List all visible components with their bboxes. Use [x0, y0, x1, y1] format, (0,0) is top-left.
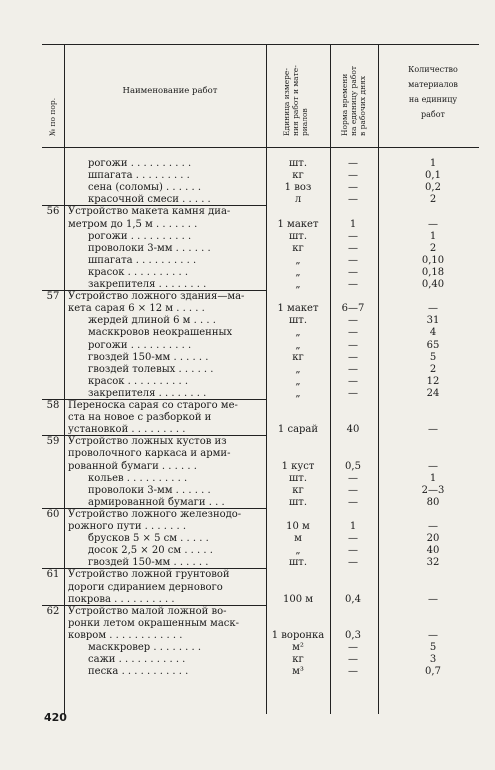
table-top-rule [42, 44, 479, 45]
row-unit: шт. [288, 230, 307, 242]
entry-separator [42, 508, 266, 509]
row-time-norm: 0,4 [345, 593, 361, 605]
table-row [42, 279, 479, 290]
table-row [42, 400, 479, 411]
row-quantity: 20 [426, 533, 440, 545]
table-row [42, 352, 479, 363]
row-work-name: гвоздей толевых . . . . . . [88, 363, 214, 375]
entry-separator [42, 205, 266, 206]
table-row [42, 654, 479, 665]
row-unit: 10 м [286, 521, 310, 532]
table-row [42, 533, 479, 544]
row-unit: „ [295, 266, 301, 278]
row-time-norm: — [348, 375, 358, 387]
row-work-name: масккровов неокрашенных [88, 327, 233, 339]
row-time-norm: — [348, 387, 358, 399]
row-unit: 1 макет [277, 303, 319, 315]
table-row [42, 436, 479, 447]
row-time-norm: — [348, 279, 358, 290]
row-time-norm: 1 [349, 521, 357, 532]
row-time-norm: — [348, 194, 358, 206]
row-quantity: 2 [429, 242, 437, 254]
row-time-norm: — [348, 642, 358, 653]
row-quantity: 0,18 [421, 266, 445, 278]
row-quantity: 3 [429, 654, 437, 666]
row-time-norm: 0,3 [345, 629, 361, 641]
table-row [42, 545, 479, 556]
header-number: № по пор. [48, 97, 57, 136]
row-unit: 1 макет [277, 218, 319, 230]
row-time-norm: — [348, 484, 358, 496]
table-row [42, 315, 479, 326]
table-row [42, 497, 479, 508]
row-unit: шт. [288, 557, 307, 569]
header-unit: Единица измере- ния работ и мате- риалов [282, 65, 309, 136]
entry-separator [42, 568, 266, 569]
table-row [42, 388, 479, 399]
row-work-name: дороги сдиранием дернового [68, 581, 223, 593]
row-work-name: рованной бумаги . . . . . . [68, 460, 197, 472]
row-quantity: 31 [426, 315, 440, 327]
row-time-norm: — [348, 266, 358, 278]
row-work-name: кольев . . . . . . . . . . [88, 472, 188, 484]
row-work-name: гвоздей 150-мм . . . . . . [88, 557, 209, 569]
row-unit: шт. [288, 315, 307, 327]
row-time-norm: — [348, 533, 358, 545]
row-time-norm: — [348, 242, 358, 254]
row-unit: кг [292, 170, 304, 182]
table-row [42, 194, 479, 205]
row-unit: кг [292, 242, 304, 254]
row-quantity: 5 [429, 351, 437, 363]
row-quantity: 0,2 [425, 182, 441, 194]
table-row [42, 412, 479, 423]
row-unit: „ [295, 279, 301, 290]
table-row [42, 327, 479, 338]
row-work-name: Устройство малой ложной во- [68, 605, 227, 617]
table-row [42, 473, 479, 484]
row-work-name: установкой . . . . . . . . . [68, 424, 186, 436]
row-quantity: — [428, 424, 438, 436]
row-time-norm: — [348, 496, 358, 508]
row-time-norm: — [348, 254, 358, 266]
table-row [42, 557, 479, 568]
table-row [42, 630, 479, 641]
row-quantity: — [428, 521, 438, 532]
row-unit: „ [295, 375, 301, 387]
row-work-name: ронки летом окрашенным маск- [68, 617, 240, 629]
row-time-norm: — [348, 182, 358, 194]
table-row [42, 582, 479, 593]
row-work-name: рожного пути . . . . . . . [68, 521, 186, 532]
row-number: 59 [46, 436, 60, 448]
table-row [42, 485, 479, 496]
row-unit: 100 м [282, 593, 314, 605]
row-work-name: гвоздей 150-мм . . . . . . [88, 351, 209, 363]
page-number: 420 [44, 711, 67, 724]
entry-separator [42, 605, 266, 606]
table-row [42, 594, 479, 605]
row-work-name: Устройство макета камня диа- [68, 206, 231, 218]
row-work-name: Устройство ложных кустов из [68, 436, 227, 448]
table-row [42, 158, 479, 169]
row-unit: „ [295, 363, 301, 375]
row-unit: шт. [288, 158, 307, 169]
table-row [42, 255, 479, 266]
table-row [42, 569, 479, 580]
row-quantity: — [428, 460, 438, 472]
header-bottom-rule [42, 147, 479, 148]
table-row [42, 606, 479, 617]
work-norms-table [42, 44, 479, 724]
table-row [42, 206, 479, 217]
row-work-name: рогожи . . . . . . . . . . [88, 230, 192, 242]
row-unit: 1 куст [281, 460, 315, 472]
row-time-norm: — [348, 666, 358, 678]
row-quantity: 65 [426, 339, 440, 351]
row-work-name: покрова . . . . . . . . . . [68, 593, 175, 605]
row-quantity: 5 [429, 642, 437, 653]
row-unit: кг [292, 484, 304, 496]
row-work-name: жердей длиной 6 м . . . . [88, 315, 216, 327]
row-work-name: метром до 1,5 м . . . . . . . [68, 218, 198, 230]
row-time-norm: — [348, 327, 358, 339]
row-unit: л [294, 194, 302, 206]
row-work-name: проволочного каркаса и арми- [68, 448, 231, 460]
row-work-name: досок 2,5 × 20 см . . . . . [88, 545, 213, 557]
row-quantity: 1 [429, 230, 437, 242]
row-number: 60 [46, 508, 60, 520]
row-time-norm: 1 [349, 218, 357, 230]
row-quantity: 40 [426, 545, 440, 557]
row-work-name: красок . . . . . . . . . . [88, 266, 189, 278]
row-work-name: ста на новое с разборкой и [68, 412, 212, 424]
row-quantity: 80 [426, 496, 440, 508]
table-row [42, 461, 479, 472]
row-time-norm: — [348, 170, 358, 182]
row-work-name: масккровер . . . . . . . . [88, 642, 202, 653]
header-work-name: Наименование работ [122, 86, 218, 96]
row-quantity: 0,10 [421, 254, 445, 266]
header-quantity: Количество материалов на единицу работ [408, 65, 458, 119]
row-quantity: — [428, 218, 438, 230]
row-number: 57 [46, 291, 60, 303]
row-work-name: закрепителя . . . . . . . . [88, 387, 207, 399]
row-time-norm: 0,5 [345, 460, 361, 472]
row-quantity: — [428, 303, 438, 315]
row-unit: 1 сарай [277, 424, 319, 436]
row-time-norm: — [348, 557, 358, 569]
row-number: 62 [46, 605, 60, 617]
row-quantity: 2 [429, 194, 437, 206]
table-row [42, 291, 479, 302]
row-unit: 1 воз [284, 182, 312, 194]
row-work-name: проволоки 3-мм . . . . . . [88, 484, 211, 496]
row-unit: м² [292, 642, 304, 653]
row-work-name: Устройство ложного здания—ма- [68, 291, 245, 303]
row-quantity: 1 [429, 158, 437, 169]
table-row [42, 170, 479, 181]
row-unit: м [294, 533, 302, 545]
row-quantity: 2—3 [421, 484, 445, 496]
table-row [42, 231, 479, 242]
row-quantity: 2 [429, 363, 437, 375]
table-row [42, 424, 479, 435]
row-work-name: проволоки 3-мм . . . . . . [88, 242, 211, 254]
row-unit: „ [295, 339, 301, 351]
table-row [42, 303, 479, 314]
row-quantity: 0,40 [421, 279, 445, 290]
row-work-name: кета сарая 6 × 12 м . . . . . [68, 303, 205, 315]
row-unit: „ [295, 545, 301, 557]
row-time-norm: — [348, 654, 358, 666]
row-unit: „ [295, 387, 301, 399]
entry-separator [42, 399, 266, 400]
row-work-name: ковром . . . . . . . . . . . . [68, 629, 183, 641]
row-work-name: армированной бумаги . . . [88, 496, 225, 508]
row-work-name: шпагата . . . . . . . . . [88, 170, 190, 182]
table-row [42, 182, 479, 193]
table-row [42, 340, 479, 351]
row-quantity: 0,1 [425, 170, 441, 182]
table-row [42, 509, 479, 520]
row-unit: шт. [288, 472, 307, 484]
row-work-name: Устройство ложной грунтовой [68, 569, 230, 581]
row-number: 56 [46, 206, 60, 218]
row-unit: м³ [292, 666, 304, 678]
row-quantity: 0,7 [425, 666, 441, 678]
row-work-name: шпагата . . . . . . . . . . [88, 254, 197, 266]
table-row [42, 521, 479, 532]
table-row [42, 364, 479, 375]
table-row [42, 243, 479, 254]
row-work-name: брусков 5 × 5 см . . . . . [88, 533, 209, 545]
row-unit: кг [292, 654, 304, 666]
row-unit: шт. [288, 496, 307, 508]
row-time-norm: — [348, 315, 358, 327]
row-time-norm: — [348, 363, 358, 375]
row-work-name: закрепителя . . . . . . . . [88, 279, 207, 290]
row-work-name: красочной смеси . . . . . [88, 194, 211, 206]
row-quantity: — [428, 629, 438, 641]
row-time-norm: — [348, 472, 358, 484]
table-row [42, 666, 479, 677]
row-work-name: песка . . . . . . . . . . . [88, 666, 189, 678]
row-time-norm: — [348, 339, 358, 351]
row-work-name: рогожи . . . . . . . . . . [88, 158, 192, 169]
row-work-name: Устройство ложного железнодо- [68, 508, 242, 520]
row-work-name: сажи . . . . . . . . . . . [88, 654, 186, 666]
row-time-norm: 40 [346, 424, 360, 436]
row-quantity: 32 [426, 557, 440, 569]
entry-separator [42, 435, 266, 436]
table-row [42, 448, 479, 459]
table-row [42, 376, 479, 387]
row-time-norm: — [348, 158, 358, 169]
row-quantity: — [428, 593, 438, 605]
table-row [42, 267, 479, 278]
header-time-norm: Норма времени на единицу работ в рабочих днях [340, 66, 367, 136]
row-work-name: красок . . . . . . . . . . [88, 375, 189, 387]
row-quantity: 12 [426, 375, 440, 387]
row-unit: 1 воронка [271, 629, 325, 641]
row-work-name: рогожи . . . . . . . . . . [88, 339, 192, 351]
row-quantity: 1 [429, 472, 437, 484]
row-unit: „ [295, 327, 301, 339]
row-quantity: 4 [429, 327, 437, 339]
row-number: 58 [46, 400, 60, 411]
row-time-norm: 6—7 [341, 303, 365, 315]
row-unit: кг [292, 351, 304, 363]
row-time-norm: — [348, 545, 358, 557]
row-number: 61 [46, 569, 60, 581]
entry-separator [42, 290, 266, 291]
row-time-norm: — [348, 230, 358, 242]
row-work-name: Переноска сарая со старого ме- [68, 400, 238, 411]
row-work-name: сена (соломы) . . . . . . [88, 182, 202, 194]
row-time-norm: — [348, 351, 358, 363]
row-unit: „ [295, 254, 301, 266]
row-quantity: 24 [426, 387, 440, 399]
table-row [42, 219, 479, 230]
table-row [42, 642, 479, 653]
table-row [42, 618, 479, 629]
